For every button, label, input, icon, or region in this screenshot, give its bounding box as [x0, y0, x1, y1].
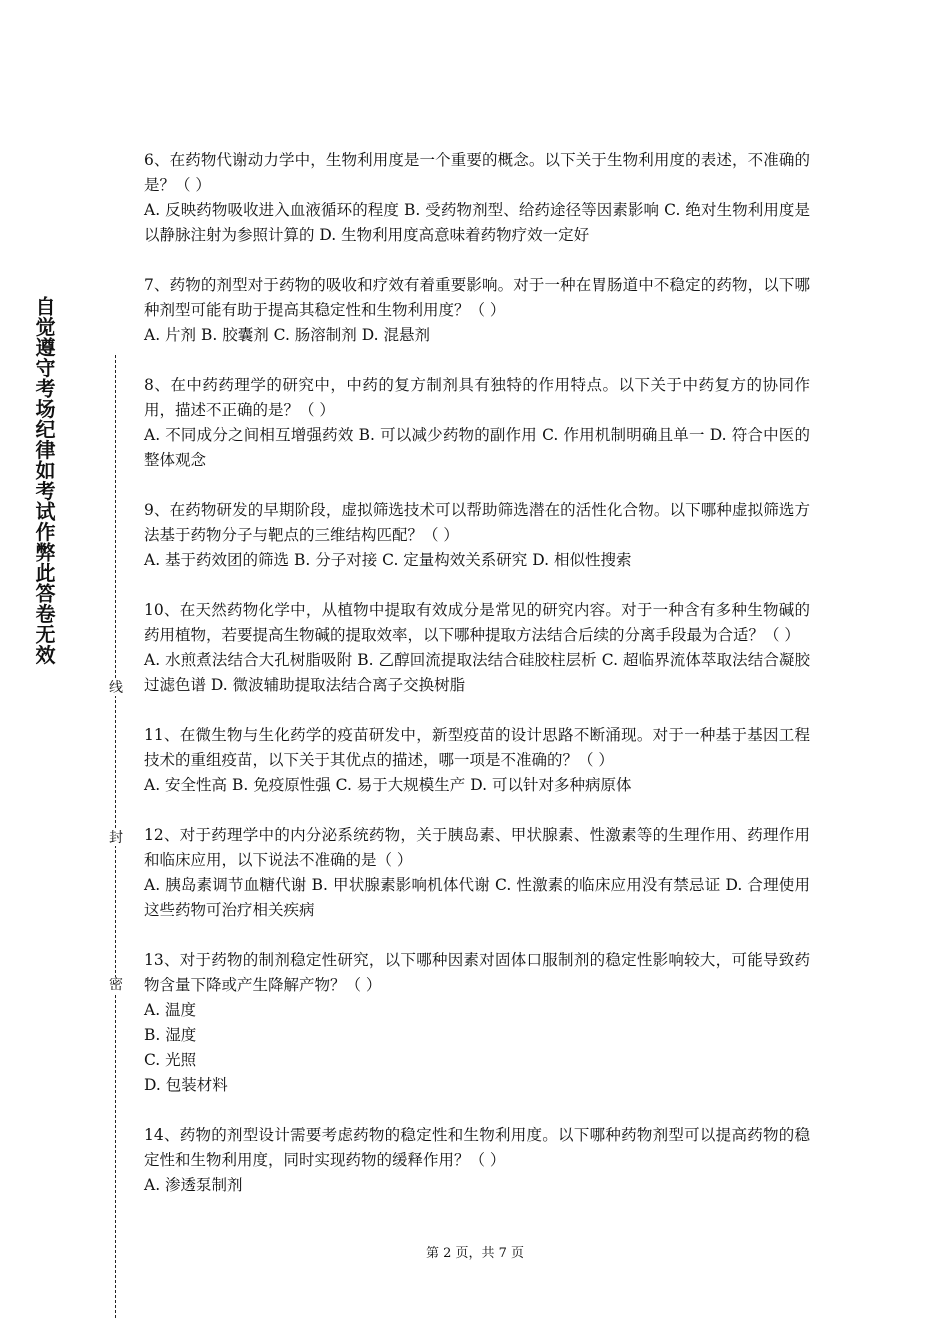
question-7 [144, 273, 810, 348]
exam-rule-notice: 自觉遵守考场纪律如考试作弊此答卷无效 [32, 296, 56, 665]
question-options: A. 胰岛素调节血糖代谢 B. 甲状腺素影响机体代谢 C. 性激素的临床应用没有禁忌证 D. 合理使用这些药物可治疗相关疾病 [144, 876, 810, 919]
option-d: D. 包装材料 [144, 1076, 228, 1094]
question-stem: 10、在天然药物化学中，从植物中提取有效成分是常见的研究内容。对于一种含有多种生物碱的药用植物，若要提高生物碱的提取效率，以下哪种提取方法结合后续的分离手段最为合适？（ ） [144, 601, 810, 644]
binding-mark-mi: 密 [106, 977, 126, 993]
option-a: A. 温度 [144, 1001, 197, 1019]
question-stem: 7、药物的剂型对于药物的吸收和疗效有着重要影响。对于一种在胃肠道中不稳定的药物，以下哪种剂型可能有助于提高其稳定性和生物利用度？（ ） [144, 276, 810, 319]
question-options: A. 水煎煮法结合大孔树脂吸附 B. 乙醇回流提取法结合硅胶柱层析 C. 超临界流体萃取法结合凝胶过滤色谱 D. 微波辅助提取法结合离子交换树脂 [144, 651, 810, 694]
question-6 [144, 148, 810, 248]
question-stem: 13、对于药物的制剂稳定性研究，以下哪种因素对固体口服制剂的稳定性影响较大，可能导致药物含量下降或产生降解产物？（ ） [144, 951, 810, 994]
question-14 [144, 1123, 810, 1198]
question-10 [144, 598, 810, 698]
question-stem: 12、对于药理学中的内分泌系统药物，关于胰岛素、甲状腺素、性激素等的生理作用、药理作用和临床应用，以下说法不准确的是（ ） [144, 826, 810, 869]
question-8 [144, 373, 810, 473]
question-list [144, 148, 810, 1223]
option-c: C. 光照 [144, 1051, 197, 1069]
question-13 [144, 948, 810, 1098]
question-11 [144, 723, 810, 798]
binding-mark-xian: 线 [106, 680, 126, 696]
question-9 [144, 498, 810, 573]
question-12 [144, 823, 810, 923]
question-options: A. 不同成分之间相互增强药效 B. 可以减少药物的副作用 C. 作用机制明确且单一 D. 符合中医的整体观念 [144, 426, 810, 469]
option-a: A. 渗透泵制剂 [144, 1176, 243, 1194]
question-options: A. 反映药物吸收进入血液循环的程度 B. 受药物剂型、给药途径等因素影响 C. 绝对生物利用度是以静脉注射为参照计算的 D. 生物利用度高意味着药物疗效一定好 [144, 201, 810, 244]
question-options: A. 片剂 B. 胶囊剂 C. 肠溶制剂 D. 混悬剂 [144, 326, 430, 344]
binding-mark-feng: 封 [106, 830, 126, 846]
question-stem: 14、药物的剂型设计需要考虑药物的稳定性和生物利用度。以下哪种药物剂型可以提高药物的稳定性和生物利用度，同时实现药物的缓释作用？（ ） [144, 1126, 810, 1169]
question-stem: 9、在药物研发的早期阶段，虚拟筛选技术可以帮助筛选潜在的活性化合物。以下哪种虚拟筛选方法基于药物分子与靶点的三维结构匹配？（ ） [144, 501, 810, 544]
question-options: A. 基于药效团的筛选 B. 分子对接 C. 定量构效关系研究 D. 相似性搜索 [144, 551, 632, 569]
option-b: B. 湿度 [144, 1026, 197, 1044]
question-options: A. 安全性高 B. 免疫原性强 C. 易于大规模生产 D. 可以针对多种病原体 [144, 776, 632, 794]
question-stem: 11、在微生物与生化药学的疫苗研发中，新型疫苗的设计思路不断涌现。对于一种基于基因工程技术的重组疫苗，以下关于其优点的描述，哪一项是不准确的？（ ） [144, 726, 810, 769]
question-stem: 6、在药物代谢动力学中，生物利用度是一个重要的概念。以下关于生物利用度的表述，不准确的是？（ ） [144, 151, 810, 194]
page-number: 第 2 页，共 7 页 [425, 1246, 525, 1261]
question-stem: 8、在中药药理学的研究中，中药的复方制剂具有独特的作用特点。以下关于中药复方的协同作用，描述不正确的是？（ ） [144, 376, 810, 419]
